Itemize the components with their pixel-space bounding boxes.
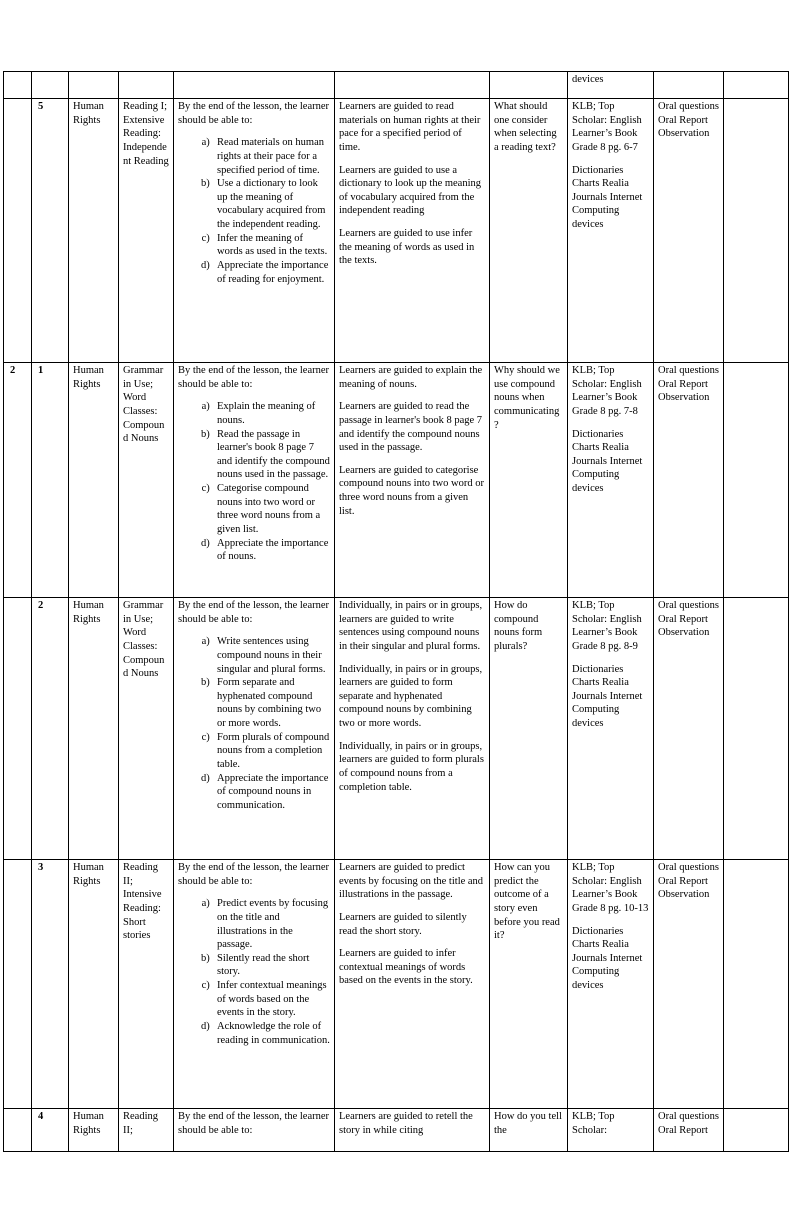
- week-cell: [4, 72, 32, 99]
- experience-paragraph: Learners are guided to retell the story in while citing: [339, 1111, 473, 1136]
- experience-paragraph: Learners are guided to categorise compound nouns into two word or three word nouns from a given list.: [339, 464, 484, 517]
- objective-item: a. Write sentences using compound nouns in their singular and plural forms.: [215, 635, 330, 676]
- table-row: [4, 363, 789, 598]
- resources-cell: [568, 1109, 654, 1152]
- experience-paragraph: Learners are guided to silently read the short story.: [339, 911, 467, 937]
- assessment-cell: Oral questions Oral Report Observation: [654, 363, 724, 598]
- inquiry-cell: What should one consider when selecting a reading text?: [490, 99, 568, 363]
- experiences-cell: [335, 72, 490, 99]
- objectives-intro: By the end of the lesson, the learner should be able to:: [178, 365, 330, 390]
- objectives-intro: By the end of the lesson, the learner should be able to:: [178, 600, 330, 625]
- assessment-cell: Oral questions Oral Report Observation: [654, 860, 724, 1109]
- reflection-cell: [724, 860, 789, 1109]
- objective-item: c. Infer the meaning of words as used in the texts.: [215, 232, 330, 259]
- strand-cell: Human Rights: [69, 1109, 119, 1152]
- experiences-cell: [335, 99, 490, 363]
- resources-main: KLB; Top Scholar: English Learner’s Book Grade 8 pg. 10-13: [572, 862, 649, 914]
- objective-item: b. Use a dictionary to look up the meaning of vocabulary acquired from the independent reading.: [215, 177, 330, 232]
- experience-paragraph: Individually, in pairs or in groups, learners are guided to write sentences using compound nouns in their singular and plural forms.: [339, 600, 483, 652]
- objective-item: a. Predict events by focusing on the title and illustrations in the passage.: [215, 897, 330, 952]
- resources-list: Dictionaries Charts Realia Journals Internet Computing devices: [572, 925, 643, 992]
- table-row: [4, 1109, 789, 1152]
- inquiry-cell: How can you predict the outcome of a story even before you read it?: [490, 860, 568, 1109]
- assessment-cell: Oral questions Oral Report: [654, 1109, 724, 1152]
- lesson-cell: 2: [32, 598, 69, 860]
- resources-tail: devices: [572, 74, 604, 85]
- objectives-cell: [174, 99, 335, 363]
- inquiry-cell: [490, 72, 568, 99]
- reflection-cell: [724, 72, 789, 99]
- objective-item: d. Appreciate the importance of compound nouns in communication.: [215, 772, 330, 813]
- sub-strand-cell: Reading I; Extensive Reading: Independent Reading: [119, 99, 174, 363]
- objective-item: b. Form separate and hyphenated compound nouns by combining two or more words.: [215, 676, 330, 731]
- week-cell: [4, 860, 32, 1109]
- week-cell: 2: [4, 363, 32, 598]
- inquiry-cell: How do you tell the: [490, 1109, 568, 1152]
- objectives-cell: [174, 1109, 335, 1152]
- sub-strand-cell: [119, 72, 174, 99]
- objective-item: c. Form plurals of compound nouns from a completion table.: [215, 731, 330, 772]
- resources-cell: [568, 72, 654, 99]
- assessment-cell: Oral questions Oral Report Observation: [654, 99, 724, 363]
- reflection-cell: [724, 363, 789, 598]
- experiences-cell: [335, 860, 490, 1109]
- sub-strand-cell: Reading II;: [119, 1109, 174, 1152]
- experience-paragraph: Learners are guided to use a dictionary to look up the meaning of vocabulary acquired from the independent reading: [339, 164, 482, 217]
- reflection-cell: [724, 1109, 789, 1152]
- lesson-cell: 3: [32, 860, 69, 1109]
- resources-main: KLB; Top Scholar: English Learner’s Book Grade 8 pg. 7-8: [572, 365, 642, 417]
- objectives-list: [178, 897, 330, 1047]
- objectives-cell: [174, 598, 335, 860]
- objectives-cell: [174, 363, 335, 598]
- week-cell: [4, 598, 32, 860]
- objective-item: c. Categorise compound nouns into two word or three word nouns from a given list.: [215, 482, 330, 537]
- resources-main: KLB; Top Scholar:: [572, 1111, 615, 1136]
- objectives-intro: By the end of the lesson, the learner should be able to:: [178, 862, 330, 887]
- table-row: [4, 598, 789, 860]
- resources-cell: [568, 598, 654, 860]
- objective-item: a. Read materials on human rights at their pace for a specified period of time.: [215, 136, 330, 177]
- experiences-cell: [335, 1109, 490, 1152]
- strand-cell: Human Rights: [69, 860, 119, 1109]
- experiences-cell: [335, 363, 490, 598]
- resources-list: Dictionaries Charts Realia Journals Internet Computing devices: [572, 663, 643, 730]
- table-row: [4, 860, 789, 1109]
- week-cell: [4, 1109, 32, 1152]
- experience-paragraph: Learners are guided to infer contextual meanings of words based on the events in the story.: [339, 948, 473, 987]
- lesson-cell: [32, 72, 69, 99]
- resources-cell: [568, 99, 654, 363]
- objectives-intro: By the end of the lesson, the learner should be able to:: [178, 101, 330, 126]
- objectives-list: [178, 400, 330, 564]
- inquiry-cell: How do compound nouns form plurals?: [490, 598, 568, 860]
- lesson-cell: 4: [32, 1109, 69, 1152]
- lesson-cell: 5: [32, 99, 69, 363]
- objectives-cell: [174, 860, 335, 1109]
- strand-cell: Human Rights: [69, 598, 119, 860]
- experience-paragraph: Learners are guided to use infer the meaning of words as used in the texts.: [339, 228, 475, 267]
- week-cell: [4, 99, 32, 363]
- resources-cell: [568, 860, 654, 1109]
- experience-paragraph: Learners are guided to explain the meaning of nouns.: [339, 365, 483, 390]
- objective-item: d. Appreciate the importance of nouns.: [215, 537, 330, 564]
- experience-paragraph: Individually, in pairs or in groups, learners are guided to form separate and hyphenated compound nouns by combining two or more words.: [339, 663, 483, 730]
- assessment-cell: [654, 72, 724, 99]
- table-row: [4, 72, 789, 99]
- experience-paragraph: Learners are guided to read materials on human rights at their pace for a specified period of time.: [339, 101, 481, 153]
- reflection-cell: [724, 99, 789, 363]
- sub-strand-cell: Grammar in Use; Word Classes: Compound Nouns: [119, 598, 174, 860]
- resources-main: KLB; Top Scholar: English Learner’s Book Grade 8 pg. 6-7: [572, 101, 642, 153]
- experiences-cell: [335, 598, 490, 860]
- experience-paragraph: Individually, in pairs or in groups, learners are guided to form plurals of compound nouns from a completion table.: [339, 740, 484, 793]
- objective-item: b. Silently read the short story.: [215, 952, 330, 979]
- experience-paragraph: Learners are guided to predict events by focusing on the title and illustrations in the passage.: [339, 862, 484, 901]
- strand-cell: Human Rights: [69, 363, 119, 598]
- resources-cell: [568, 363, 654, 598]
- objectives-intro: By the end of the lesson, the learner should be able to:: [178, 1111, 330, 1136]
- objective-item: b. Read the passage in learner's book 8 page 7 and identify the compound nouns used in the passage.: [215, 428, 330, 483]
- objectives-cell: [174, 72, 335, 99]
- objective-item: c. Infer contextual meanings of words based on the events in the story.: [215, 979, 330, 1020]
- assessment-cell: Oral questions Oral Report Observation: [654, 598, 724, 860]
- objective-item: a. Explain the meaning of nouns.: [215, 400, 330, 427]
- resources-main: KLB; Top Scholar: English Learner’s Book Grade 8 pg. 8-9: [572, 600, 642, 652]
- inquiry-cell: Why should we use compound nouns when communicating?: [490, 363, 568, 598]
- objective-item: d. Acknowledge the role of reading in communication.: [215, 1020, 330, 1047]
- strand-cell: [69, 72, 119, 99]
- objectives-list: [178, 136, 330, 286]
- objective-item: d. Appreciate the importance of reading for enjoyment.: [215, 259, 330, 286]
- reflection-cell: [724, 598, 789, 860]
- scheme-of-work-table: [3, 71, 789, 1152]
- table-row: [4, 99, 789, 363]
- resources-list: Dictionaries Charts Realia Journals Internet Computing devices: [572, 428, 643, 495]
- experience-paragraph: Learners are guided to read the passage in learner's book 8 page 7 and identify the compound nouns used in the passage.: [339, 401, 483, 454]
- resources-list: Dictionaries Charts Realia Journals Internet Computing devices: [572, 164, 643, 231]
- objectives-list: [178, 635, 330, 812]
- sub-strand-cell: Reading II; Intensive Reading: Short stories: [119, 860, 174, 1109]
- lesson-cell: 1: [32, 363, 69, 598]
- sub-strand-cell: Grammar in Use; Word Classes: Compound Nouns: [119, 363, 174, 598]
- strand-cell: Human Rights: [69, 99, 119, 363]
